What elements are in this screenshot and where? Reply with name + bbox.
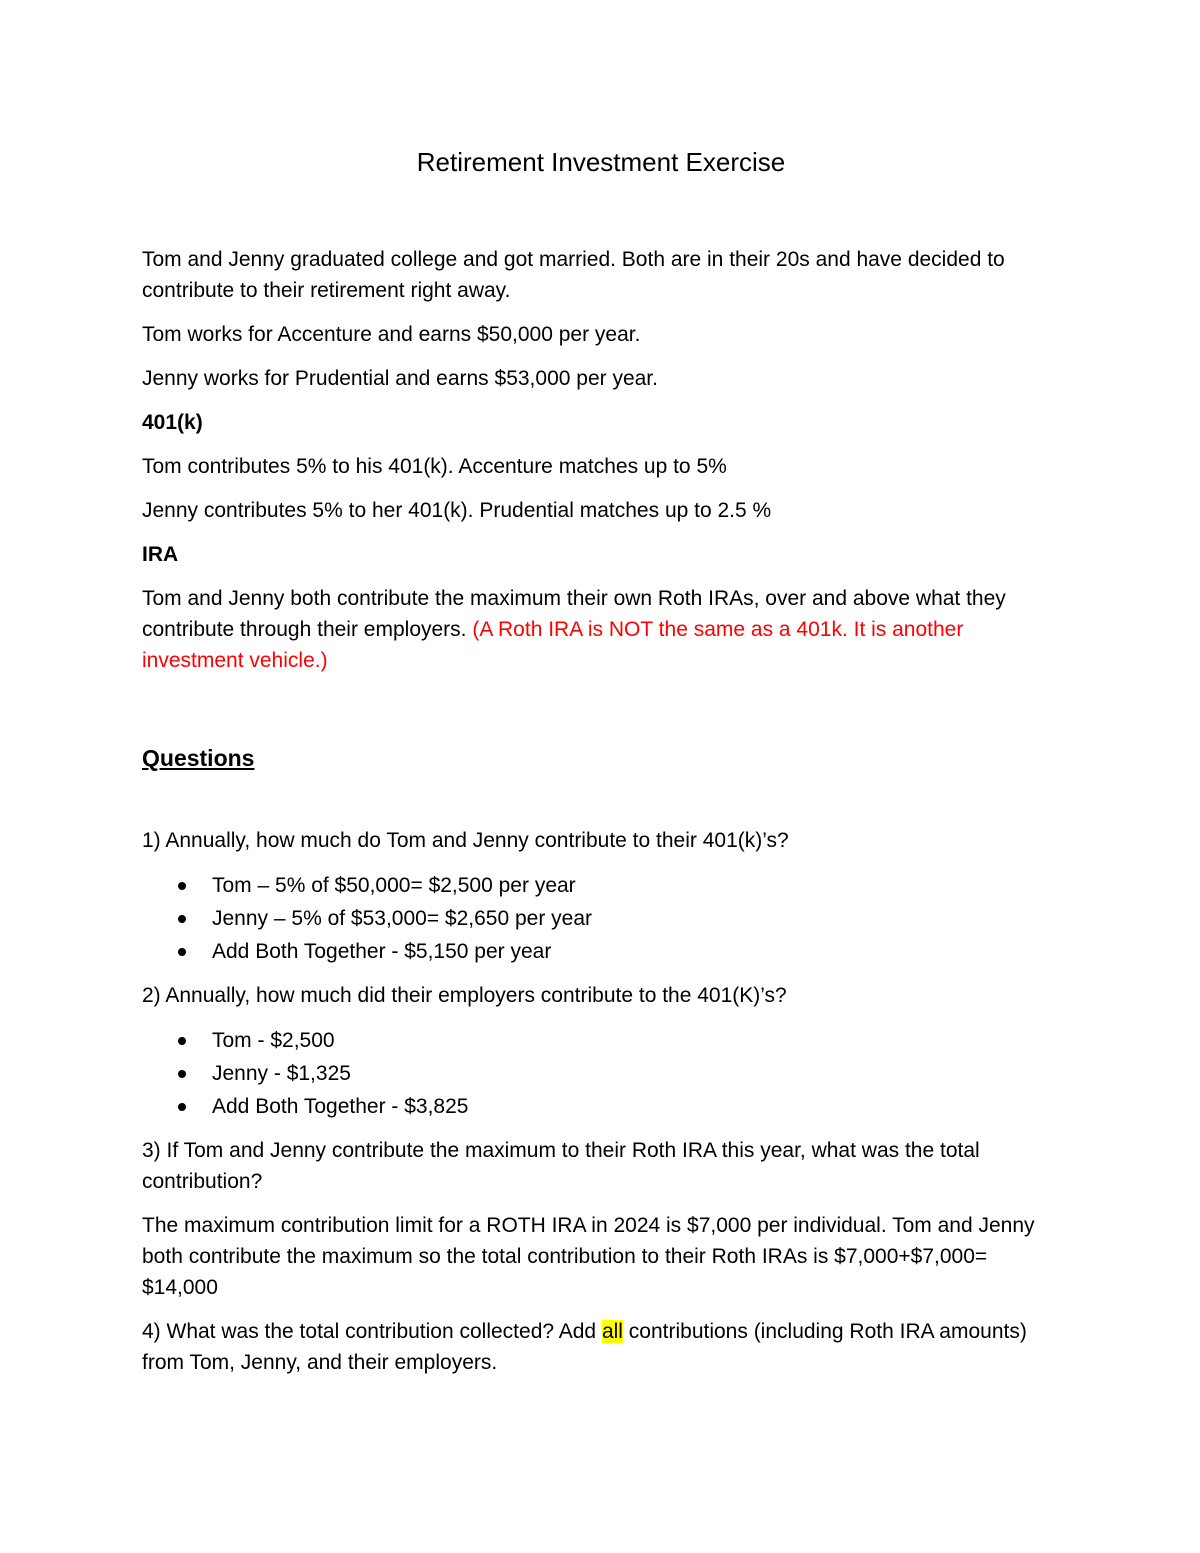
ira-paragraph	[142, 583, 1060, 676]
bullet-icon	[178, 1070, 186, 1078]
list-item-text: Tom – 5% of $50,000= $2,500 per year	[212, 874, 576, 897]
jenny-401k-text: Jenny contributes 5% to her 401(k). Prudential matches up to 2.5 %	[142, 499, 772, 522]
questions-heading: Questions	[142, 745, 255, 771]
bullet-icon	[178, 948, 186, 956]
list-item-text: Jenny – 5% of $53,000= $2,650 per year	[212, 907, 593, 930]
intro-paragraph-2: Tom works for Accenture and earns $50,000 per year.	[142, 323, 641, 346]
list-item-text: Add Both Together - $5,150 per year	[212, 940, 552, 963]
question-2: 2) Annually, how much did their employers contribute to the 401(K)’s?	[142, 984, 787, 1007]
intro-paragraph-3: Jenny works for Prudential and earns $53,000 per year.	[142, 367, 658, 390]
question-4-text-before: 4) What was the total contribution collected? Add	[142, 1320, 602, 1343]
list-item	[212, 1090, 1060, 1123]
heading-401k: 401(k)	[142, 411, 203, 434]
bullet-icon	[178, 915, 186, 923]
question-4-text-after: contributions (including Roth IRA amounts) from Tom, Jenny, and their employers.	[142, 1320, 1027, 1374]
bullet-icon	[178, 882, 186, 890]
list-item	[212, 902, 1060, 935]
section-spacer	[142, 689, 1060, 741]
bullet-icon	[178, 1103, 186, 1111]
tom-401k-text: Tom contributes 5% to his 401(k). Accenture matches up to 5%	[142, 455, 727, 478]
question-1: 1) Annually, how much do Tom and Jenny contribute to their 401(k)’s?	[142, 829, 789, 852]
bullet-icon	[178, 1037, 186, 1045]
list-item-text: Jenny - $1,325	[212, 1062, 351, 1085]
question-3-answer: The maximum contribution limit for a ROTH IRA in 2024 is $7,000 per individual. Tom and Jenny both contribute the maximum so the total contribution to their Roth IRAs is $7,000+$7,000= $14,000	[142, 1214, 1035, 1299]
question-1-answers	[142, 869, 1060, 968]
question-3: 3) If Tom and Jenny contribute the maximum to their Roth IRA this year, what was the total contribution?	[142, 1139, 980, 1193]
list-item	[212, 1024, 1060, 1057]
ira-note: (A Roth IRA is NOT the same as a 401k. It is another investment vehicle.)	[142, 618, 964, 672]
list-item	[212, 869, 1060, 902]
highlighted-word: all	[601, 1320, 623, 1343]
list-item	[212, 935, 1060, 968]
list-item-text: Add Both Together - $3,825	[212, 1095, 469, 1118]
document-title: Retirement Investment Exercise	[416, 147, 786, 177]
question-4	[142, 1316, 1060, 1378]
ira-text: Tom and Jenny both contribute the maximum their own Roth IRAs, over and above what they contribute through their employers.	[142, 587, 1006, 641]
heading-ira: IRA	[142, 543, 179, 566]
intro-paragraph-1: Tom and Jenny graduated college and got married. Both are in their 20s and have decided to contribute to their retirement right away.	[142, 248, 1005, 302]
list-item-text: Tom - $2,500	[212, 1029, 335, 1052]
list-item	[212, 1057, 1060, 1090]
question-2-answers	[142, 1024, 1060, 1123]
